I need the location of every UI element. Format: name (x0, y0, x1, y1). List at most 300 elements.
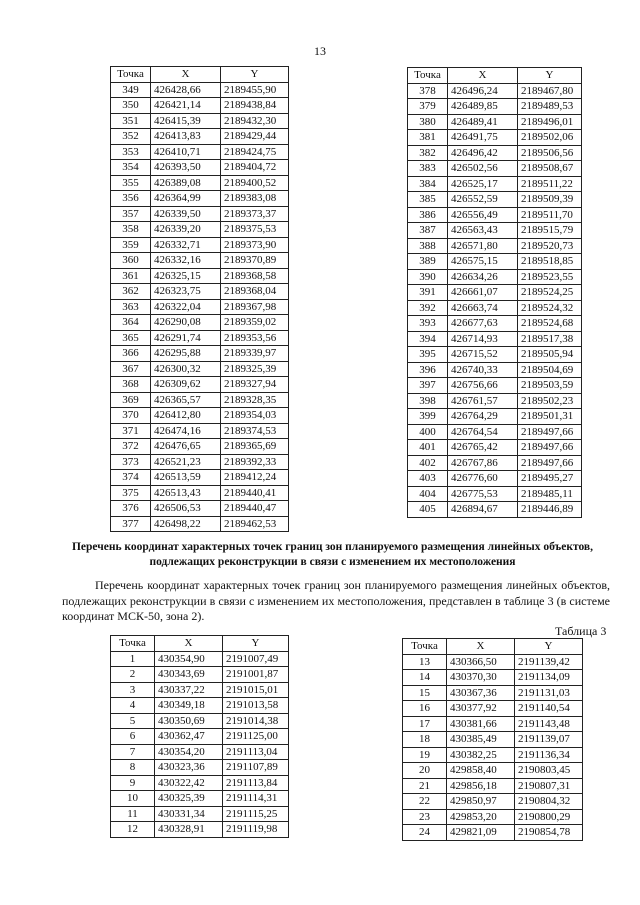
cell-point: 404 (408, 486, 448, 502)
cell-point: 380 (408, 114, 448, 130)
cell-x: 426339,20 (151, 222, 221, 238)
cell-x: 426413,83 (151, 129, 221, 145)
cell-x: 430354,90 (155, 651, 223, 667)
table-row (111, 485, 289, 501)
cell-x: 426322,04 (151, 299, 221, 315)
table-row (408, 130, 582, 146)
table-row (408, 176, 582, 192)
cell-y: 2189508,67 (518, 161, 582, 177)
cell-x: 426332,16 (151, 253, 221, 269)
table-row (111, 729, 289, 745)
cell-y: 2189502,06 (518, 130, 582, 146)
cell-point: 386 (408, 207, 448, 223)
table-row (408, 362, 582, 378)
cell-y: 2189327,94 (221, 377, 289, 393)
cell-x: 426767,86 (448, 455, 518, 471)
cell-y: 2189485,11 (518, 486, 582, 502)
cell-x: 426677,63 (448, 316, 518, 332)
cell-point: 355 (111, 175, 151, 191)
cell-point: 349 (111, 82, 151, 98)
cell-y: 2189524,32 (518, 300, 582, 316)
table-row (111, 744, 289, 760)
cell-point: 12 (111, 822, 155, 838)
table-row (111, 408, 289, 424)
cell-x: 430343,69 (155, 667, 223, 683)
table-row (111, 299, 289, 315)
cell-y: 2189497,66 (518, 455, 582, 471)
cell-y: 2189368,58 (221, 268, 289, 284)
cell-x: 426715,52 (448, 347, 518, 363)
cell-point: 19 (403, 747, 447, 763)
cell-x: 430381,66 (447, 716, 515, 732)
cell-y: 2189504,69 (518, 362, 582, 378)
table-row (111, 315, 289, 331)
coordinates-table-1 (110, 66, 289, 532)
table-row (408, 424, 582, 440)
table-row (111, 439, 289, 455)
cell-point: 360 (111, 253, 151, 269)
cell-y: 2189518,85 (518, 254, 582, 270)
cell-x: 426761,57 (448, 393, 518, 409)
table-row (111, 191, 289, 207)
table-row (408, 502, 582, 518)
table-row (403, 809, 583, 825)
cell-point: 15 (403, 685, 447, 701)
cell-point: 388 (408, 238, 448, 254)
cell-y: 2189511,70 (518, 207, 582, 223)
coordinates-table-2 (407, 67, 582, 518)
cell-y: 2189505,94 (518, 347, 582, 363)
cell-point: 352 (111, 129, 151, 145)
cell-x: 426428,66 (151, 82, 221, 98)
cell-x: 426513,59 (151, 470, 221, 486)
table-row (111, 806, 289, 822)
cell-y: 2191139,07 (515, 732, 583, 748)
cell-x: 430350,69 (155, 713, 223, 729)
table-row (111, 129, 289, 145)
cell-point: 13 (403, 654, 447, 670)
table-caption: Таблица 3 (555, 624, 607, 638)
cell-point: 390 (408, 269, 448, 285)
cell-x: 430366,50 (447, 654, 515, 670)
cell-y: 2190800,29 (515, 809, 583, 825)
table-row (403, 716, 583, 732)
cell-point: 371 (111, 423, 151, 439)
cell-y: 2189515,79 (518, 223, 582, 239)
cell-y: 2189440,41 (221, 485, 289, 501)
cell-y: 2189524,68 (518, 316, 582, 332)
cell-x: 426300,32 (151, 361, 221, 377)
table-row (111, 713, 289, 729)
cell-y: 2190854,78 (515, 825, 583, 841)
cell-x: 426765,42 (448, 440, 518, 456)
cell-point: 9 (111, 775, 155, 791)
cell-x: 426474,16 (151, 423, 221, 439)
cell-point: 353 (111, 144, 151, 160)
table-row (111, 423, 289, 439)
cell-y: 2189365,69 (221, 439, 289, 455)
table-row (111, 330, 289, 346)
cell-point: 358 (111, 222, 151, 238)
cell-y: 2189503,59 (518, 378, 582, 394)
cell-point: 17 (403, 716, 447, 732)
table-row (111, 253, 289, 269)
cell-x: 426295,88 (151, 346, 221, 362)
table-row (111, 361, 289, 377)
cell-y: 2191015,01 (223, 682, 289, 698)
table-row (111, 222, 289, 238)
column-header-x: X (448, 68, 518, 84)
table-row (408, 192, 582, 208)
cell-point: 385 (408, 192, 448, 208)
cell-point: 22 (403, 794, 447, 810)
table-row (408, 409, 582, 425)
body-paragraph: Перечень координат характерных точек границ зон планируемого размещения линейных объектов, подлежащих реконструкции в связи с изменением их местоположения, представлен в таблице 3 (в системе координат МСК-50, зона 2). (62, 578, 610, 623)
section-heading: Перечень координат характерных точек границ зон планируемого размещения линейных объектов, подлежащих реконструкции в связи с изменением их местоположения (71, 541, 594, 568)
cell-point: 10 (111, 791, 155, 807)
table-row (408, 347, 582, 363)
table-row (111, 144, 289, 160)
cell-x: 429856,18 (447, 778, 515, 794)
cell-point: 4 (111, 698, 155, 714)
table-header-row (403, 639, 583, 655)
cell-y: 2189392,33 (221, 454, 289, 470)
table-row (111, 82, 289, 98)
cell-y: 2189339,97 (221, 346, 289, 362)
cell-x: 426521,23 (151, 454, 221, 470)
table-row (403, 654, 583, 670)
cell-y: 2189412,24 (221, 470, 289, 486)
page-number: 13 (314, 44, 326, 58)
cell-y: 2189455,90 (221, 82, 289, 98)
cell-y: 2189370,89 (221, 253, 289, 269)
cell-y: 2189489,53 (518, 99, 582, 115)
cell-x: 426563,43 (448, 223, 518, 239)
column-header-point: Точка (111, 67, 151, 83)
table-row (408, 254, 582, 270)
table-row (111, 237, 289, 253)
table-row (111, 822, 289, 838)
cell-x: 426571,80 (448, 238, 518, 254)
coordinates-table-3-part-1 (110, 635, 289, 838)
cell-x: 426415,39 (151, 113, 221, 129)
cell-x: 426489,41 (448, 114, 518, 130)
cell-y: 2189373,37 (221, 206, 289, 222)
cell-point: 394 (408, 331, 448, 347)
cell-point: 391 (408, 285, 448, 301)
cell-point: 366 (111, 346, 151, 362)
cell-point: 361 (111, 268, 151, 284)
cell-x: 429853,20 (447, 809, 515, 825)
cell-y: 2189432,30 (221, 113, 289, 129)
table-row (408, 207, 582, 223)
cell-point: 23 (403, 809, 447, 825)
table-row (408, 114, 582, 130)
cell-x: 426365,57 (151, 392, 221, 408)
cell-point: 373 (111, 454, 151, 470)
cell-y: 2191013,58 (223, 698, 289, 714)
cell-point: 396 (408, 362, 448, 378)
cell-y: 2189325,39 (221, 361, 289, 377)
cell-point: 375 (111, 485, 151, 501)
cell-point: 365 (111, 330, 151, 346)
cell-point: 24 (403, 825, 447, 841)
table-row (408, 161, 582, 177)
cell-point: 397 (408, 378, 448, 394)
column-header-point: Точка (403, 639, 447, 655)
cell-point: 372 (111, 439, 151, 455)
table-row (111, 501, 289, 517)
table-row (111, 651, 289, 667)
column-header-point: Точка (408, 68, 448, 84)
cell-y: 2189524,25 (518, 285, 582, 301)
cell-x: 426764,54 (448, 424, 518, 440)
cell-point: 393 (408, 316, 448, 332)
cell-y: 2191139,42 (515, 654, 583, 670)
table-row (408, 99, 582, 115)
cell-y: 2191119,98 (223, 822, 289, 838)
cell-point: 357 (111, 206, 151, 222)
table-row (408, 238, 582, 254)
cell-y: 2190804,32 (515, 794, 583, 810)
table-row (111, 682, 289, 698)
table-row (111, 206, 289, 222)
cell-x: 426498,22 (151, 516, 221, 532)
cell-y: 2189328,35 (221, 392, 289, 408)
cell-x: 426412,80 (151, 408, 221, 424)
cell-x: 426776,60 (448, 471, 518, 487)
table-row (403, 825, 583, 841)
cell-x: 426661,07 (448, 285, 518, 301)
cell-y: 2189502,23 (518, 393, 582, 409)
table-row (408, 269, 582, 285)
cell-x: 430370,30 (447, 670, 515, 686)
table-row (408, 331, 582, 347)
cell-y: 2190807,31 (515, 778, 583, 794)
cell-y: 2191114,31 (223, 791, 289, 807)
cell-point: 401 (408, 440, 448, 456)
cell-x: 426410,71 (151, 144, 221, 160)
cell-y: 2189501,31 (518, 409, 582, 425)
cell-y: 2189497,66 (518, 440, 582, 456)
table-row (408, 486, 582, 502)
table-row (408, 316, 582, 332)
cell-point: 376 (111, 501, 151, 517)
cell-y: 2189506,56 (518, 145, 582, 161)
cell-point: 405 (408, 502, 448, 518)
table-row (408, 223, 582, 239)
cell-y: 2191113,84 (223, 775, 289, 791)
table-row (403, 670, 583, 686)
cell-point: 389 (408, 254, 448, 270)
cell-x: 426496,24 (448, 83, 518, 99)
table-row (111, 392, 289, 408)
cell-point: 400 (408, 424, 448, 440)
cell-point: 387 (408, 223, 448, 239)
table-row (111, 760, 289, 776)
cell-point: 369 (111, 392, 151, 408)
cell-x: 430382,25 (447, 747, 515, 763)
table-row (111, 516, 289, 532)
cell-y: 2191113,04 (223, 744, 289, 760)
cell-y: 2189511,22 (518, 176, 582, 192)
cell-y: 2191014,38 (223, 713, 289, 729)
table-row (111, 454, 289, 470)
column-header-point: Точка (111, 636, 155, 652)
cell-point: 370 (111, 408, 151, 424)
cell-point: 21 (403, 778, 447, 794)
cell-y: 2191136,34 (515, 747, 583, 763)
column-header-y: Y (221, 67, 289, 83)
table-row (408, 145, 582, 161)
cell-y: 2189374,53 (221, 423, 289, 439)
cell-point: 398 (408, 393, 448, 409)
cell-x: 426502,56 (448, 161, 518, 177)
cell-point: 20 (403, 763, 447, 779)
cell-x: 430362,47 (155, 729, 223, 745)
cell-point: 379 (408, 99, 448, 115)
cell-y: 2189353,56 (221, 330, 289, 346)
cell-point: 374 (111, 470, 151, 486)
table-row (403, 794, 583, 810)
table-row (111, 346, 289, 362)
cell-x: 426894,67 (448, 502, 518, 518)
table-row (408, 455, 582, 471)
table-row (111, 98, 289, 114)
table-row (403, 747, 583, 763)
cell-y: 2189424,75 (221, 144, 289, 160)
cell-point: 363 (111, 299, 151, 315)
cell-x: 426756,66 (448, 378, 518, 394)
cell-x: 430322,42 (155, 775, 223, 791)
cell-y: 2189429,44 (221, 129, 289, 145)
cell-x: 430323,36 (155, 760, 223, 776)
cell-x: 426491,75 (448, 130, 518, 146)
cell-x: 426332,71 (151, 237, 221, 253)
table-row (408, 393, 582, 409)
cell-x: 426389,08 (151, 175, 221, 191)
cell-y: 2190803,45 (515, 763, 583, 779)
table-row (408, 285, 582, 301)
cell-x: 426764,29 (448, 409, 518, 425)
cell-point: 7 (111, 744, 155, 760)
cell-x: 426364,99 (151, 191, 221, 207)
table-row (403, 685, 583, 701)
cell-point: 403 (408, 471, 448, 487)
cell-y: 2189497,66 (518, 424, 582, 440)
table-row (403, 732, 583, 748)
column-header-x: X (447, 639, 515, 655)
cell-point: 3 (111, 682, 155, 698)
cell-y: 2189440,47 (221, 501, 289, 517)
cell-y: 2191125,00 (223, 729, 289, 745)
cell-y: 2189373,90 (221, 237, 289, 253)
cell-point: 351 (111, 113, 151, 129)
cell-point: 350 (111, 98, 151, 114)
cell-point: 354 (111, 160, 151, 176)
cell-point: 378 (408, 83, 448, 99)
cell-x: 426290,08 (151, 315, 221, 331)
cell-x: 426291,74 (151, 330, 221, 346)
table-row (403, 763, 583, 779)
cell-x: 426421,14 (151, 98, 221, 114)
table-row (111, 667, 289, 683)
cell-x: 430325,39 (155, 791, 223, 807)
cell-x: 426634,26 (448, 269, 518, 285)
cell-point: 16 (403, 701, 447, 717)
cell-point: 356 (111, 191, 151, 207)
cell-x: 430354,20 (155, 744, 223, 760)
cell-y: 2189523,55 (518, 269, 582, 285)
cell-y: 2191115,25 (223, 806, 289, 822)
cell-x: 430367,36 (447, 685, 515, 701)
cell-x: 426325,15 (151, 268, 221, 284)
cell-y: 2189446,89 (518, 502, 582, 518)
cell-y: 2189496,01 (518, 114, 582, 130)
table-header-row (111, 67, 289, 83)
cell-x: 426714,93 (448, 331, 518, 347)
table-row (111, 175, 289, 191)
cell-y: 2189404,72 (221, 160, 289, 176)
cell-x: 426556,49 (448, 207, 518, 223)
cell-y: 2189359,02 (221, 315, 289, 331)
cell-x: 429850,97 (447, 794, 515, 810)
cell-point: 377 (111, 516, 151, 532)
cell-point: 11 (111, 806, 155, 822)
cell-point: 395 (408, 347, 448, 363)
cell-point: 384 (408, 176, 448, 192)
cell-x: 430385,49 (447, 732, 515, 748)
cell-point: 14 (403, 670, 447, 686)
cell-y: 2189517,38 (518, 331, 582, 347)
cell-x: 426513,43 (151, 485, 221, 501)
cell-y: 2191140,54 (515, 701, 583, 717)
cell-y: 2189375,53 (221, 222, 289, 238)
cell-y: 2191001,87 (223, 667, 289, 683)
cell-y: 2189438,84 (221, 98, 289, 114)
cell-point: 367 (111, 361, 151, 377)
column-header-y: Y (223, 636, 289, 652)
cell-point: 8 (111, 760, 155, 776)
table-row (111, 160, 289, 176)
cell-y: 2191131,03 (515, 685, 583, 701)
cell-x: 429821,09 (447, 825, 515, 841)
cell-point: 382 (408, 145, 448, 161)
cell-x: 426339,50 (151, 206, 221, 222)
cell-y: 2189367,98 (221, 299, 289, 315)
table-row (111, 268, 289, 284)
table-row (403, 701, 583, 717)
table-row (408, 300, 582, 316)
cell-point: 1 (111, 651, 155, 667)
table-row (408, 471, 582, 487)
cell-x: 426393,50 (151, 160, 221, 176)
cell-y: 2189383,08 (221, 191, 289, 207)
cell-x: 430349,18 (155, 698, 223, 714)
cell-point: 368 (111, 377, 151, 393)
cell-point: 2 (111, 667, 155, 683)
column-header-x: X (151, 67, 221, 83)
cell-x: 430337,22 (155, 682, 223, 698)
cell-point: 392 (408, 300, 448, 316)
cell-y: 2189354,03 (221, 408, 289, 424)
table-header-row (111, 636, 289, 652)
cell-point: 359 (111, 237, 151, 253)
cell-x: 426740,33 (448, 362, 518, 378)
cell-y: 2189400,52 (221, 175, 289, 191)
cell-x: 426309,62 (151, 377, 221, 393)
coordinates-table-3-part-2 (402, 638, 583, 841)
